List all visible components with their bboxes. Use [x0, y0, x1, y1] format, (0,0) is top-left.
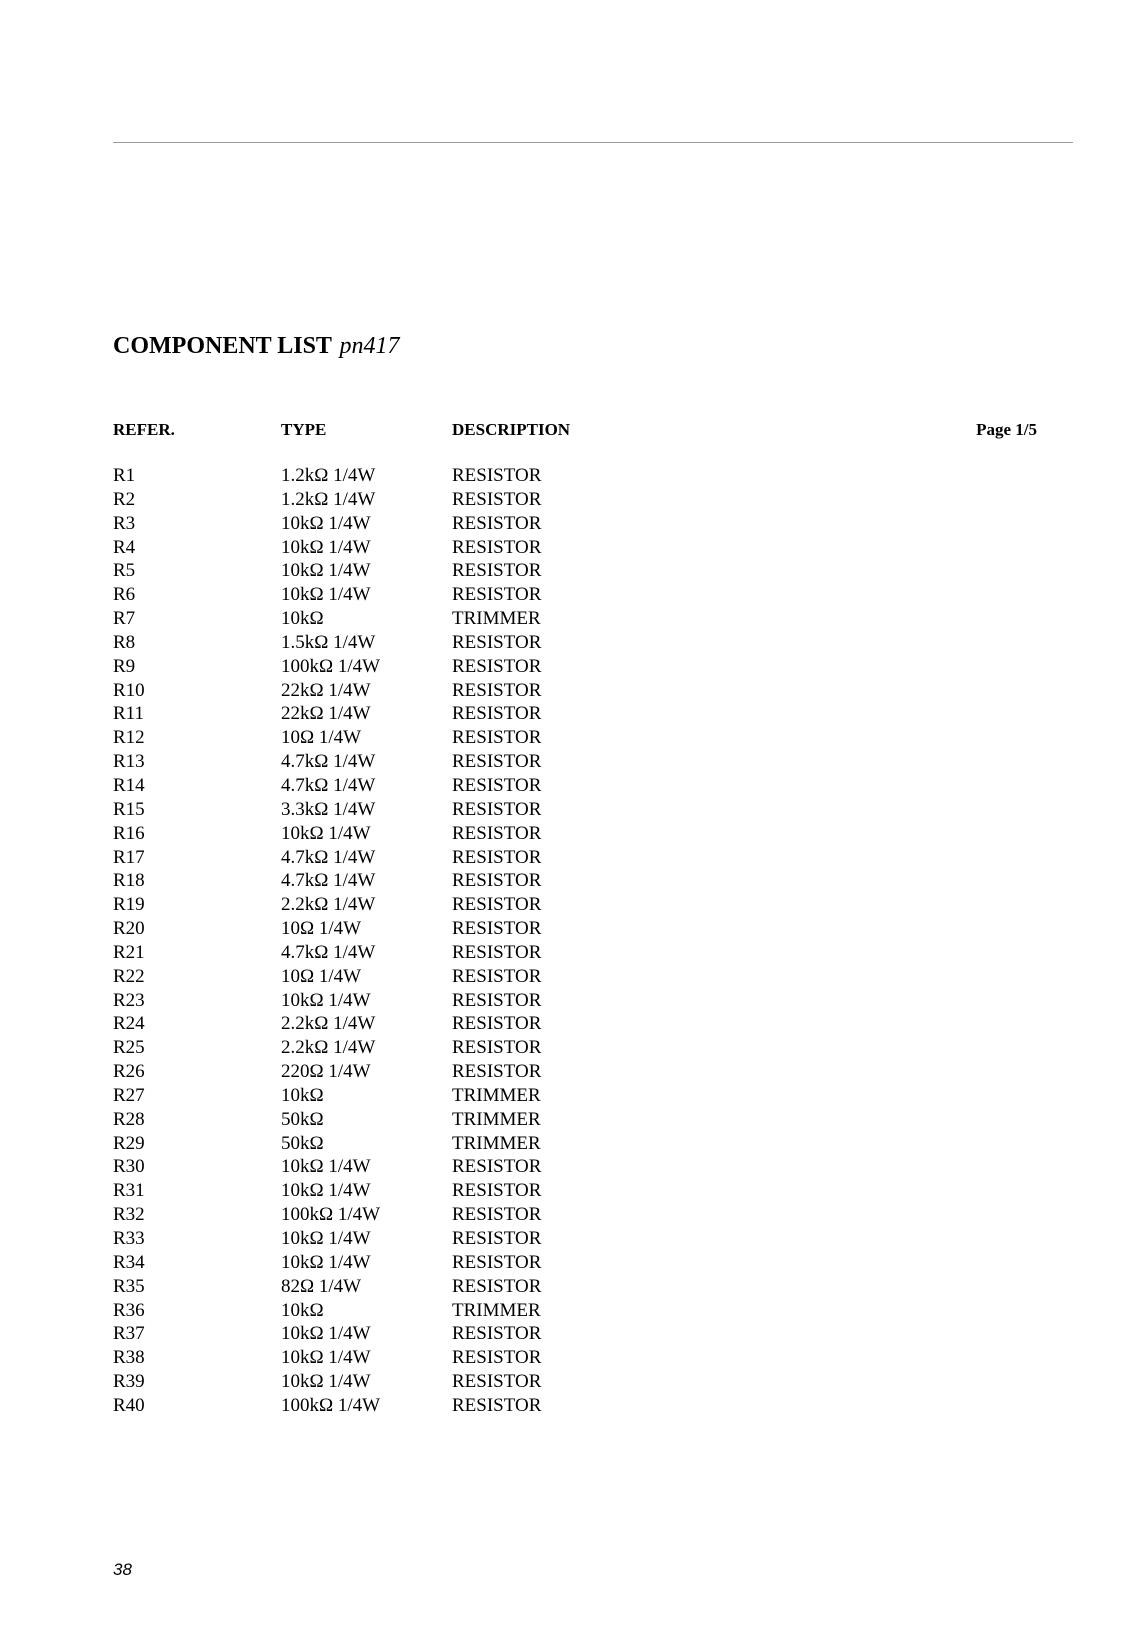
ref-cell: R10 — [113, 679, 145, 701]
type-cell: 2.2kΩ 1/4W — [281, 894, 376, 916]
description-cell: RESISTOR — [452, 894, 542, 916]
description-cell: RESISTOR — [452, 465, 542, 486]
description-cell: RESISTOR — [452, 1204, 542, 1226]
description-cell: RESISTOR — [452, 1156, 542, 1178]
description-cell: TRIMMER — [452, 1299, 541, 1321]
ref-cell: R2 — [113, 488, 136, 510]
table-row — [0, 1251, 1127, 1275]
table-header — [0, 419, 1127, 441]
type-cell: 4.7kΩ 1/4W — [281, 751, 376, 773]
description-cell: TRIMMER — [452, 1084, 541, 1106]
description-cell: RESISTOR — [452, 1180, 542, 1202]
ref-cell: R36 — [113, 1299, 145, 1321]
page-title — [113, 334, 400, 358]
ref-cell: R7 — [113, 608, 136, 630]
table-row — [0, 798, 1127, 822]
type-cell: 4.7kΩ 1/4W — [281, 870, 376, 892]
type-cell: 10kΩ — [281, 608, 324, 630]
type-cell: 10kΩ 1/4W — [281, 989, 371, 1011]
table-row — [0, 1132, 1127, 1156]
description-cell: RESISTOR — [452, 1323, 542, 1345]
ref-cell: R30 — [113, 1156, 145, 1178]
ref-cell: R4 — [113, 536, 136, 558]
description-cell: TRIMMER — [452, 608, 541, 630]
ref-cell: R25 — [113, 1037, 145, 1059]
ref-cell: R20 — [113, 918, 145, 940]
table-row — [0, 536, 1127, 560]
description-cell: RESISTOR — [452, 1347, 542, 1369]
ref-cell: R19 — [113, 894, 145, 916]
table-row — [0, 965, 1127, 989]
type-cell: 10Ω 1/4W — [281, 965, 362, 987]
type-cell: 10kΩ — [281, 1299, 324, 1321]
table-row — [0, 702, 1127, 726]
table-row — [0, 1108, 1127, 1132]
top-divider — [113, 142, 1073, 143]
description-cell: TRIMMER — [452, 1132, 541, 1154]
description-cell: RESISTOR — [452, 703, 542, 725]
description-cell: RESISTOR — [452, 560, 542, 582]
description-cell: RESISTOR — [452, 941, 542, 963]
ref-cell: R38 — [113, 1347, 145, 1369]
ref-cell: R15 — [113, 798, 145, 820]
table-row — [0, 846, 1127, 870]
table-row — [0, 488, 1127, 512]
table-row — [0, 464, 1127, 488]
type-cell: 100kΩ 1/4W — [281, 655, 381, 677]
description-cell: RESISTOR — [452, 846, 542, 868]
table-row — [0, 917, 1127, 941]
description-cell: RESISTOR — [452, 1228, 542, 1249]
ref-cell: R9 — [113, 655, 136, 677]
description-cell: RESISTOR — [452, 584, 542, 606]
type-cell: 10kΩ 1/4W — [281, 1228, 371, 1249]
table-row — [0, 941, 1127, 965]
type-cell: 10kΩ 1/4W — [281, 536, 371, 558]
type-cell: 2.2kΩ 1/4W — [281, 1013, 376, 1035]
ref-cell: R26 — [113, 1061, 145, 1083]
ref-cell: R21 — [113, 941, 145, 963]
ref-cell: R35 — [113, 1275, 145, 1297]
type-cell: 10kΩ 1/4W — [281, 1251, 371, 1273]
table-row — [0, 1346, 1127, 1370]
type-cell: 10kΩ 1/4W — [281, 822, 371, 844]
table-row — [0, 989, 1127, 1013]
table-row — [0, 822, 1127, 846]
ref-cell: R39 — [113, 1371, 145, 1393]
ref-cell: R33 — [113, 1228, 145, 1249]
type-cell: 220Ω 1/4W — [281, 1061, 371, 1083]
type-cell: 4.7kΩ 1/4W — [281, 774, 376, 796]
table-row — [0, 631, 1127, 655]
type-cell: 10kΩ 1/4W — [281, 1347, 371, 1369]
type-cell: 1.2kΩ 1/4W — [281, 488, 376, 510]
description-cell: RESISTOR — [452, 989, 542, 1011]
type-cell: 10Ω 1/4W — [281, 918, 362, 940]
ref-cell: R24 — [113, 1013, 145, 1035]
table-row — [0, 1155, 1127, 1179]
description-cell: RESISTOR — [452, 631, 542, 653]
ref-cell: R17 — [113, 846, 145, 868]
description-cell: RESISTOR — [452, 1371, 542, 1393]
type-cell: 100kΩ 1/4W — [281, 1204, 381, 1226]
ref-cell: R27 — [113, 1084, 145, 1106]
type-cell: 10kΩ 1/4W — [281, 1180, 371, 1202]
ref-cell: R18 — [113, 870, 145, 892]
description-cell: RESISTOR — [452, 727, 542, 749]
description-cell: RESISTOR — [452, 679, 542, 701]
ref-cell: R22 — [113, 965, 145, 987]
ref-cell: R5 — [113, 560, 136, 582]
type-cell: 3.3kΩ 1/4W — [281, 798, 376, 820]
table-row — [0, 1012, 1127, 1036]
type-cell: 1.2kΩ 1/4W — [281, 465, 376, 486]
type-cell: 10kΩ 1/4W — [281, 512, 371, 534]
type-cell: 10kΩ 1/4W — [281, 1323, 371, 1345]
description-cell: RESISTOR — [452, 1037, 542, 1059]
table-row — [0, 1394, 1127, 1418]
description-cell: RESISTOR — [452, 512, 542, 534]
header-description: DESCRIPTION — [452, 420, 571, 439]
header-page-indicator: Page 1/5 — [976, 420, 1037, 439]
type-cell: 50kΩ — [281, 1132, 324, 1154]
table-row — [0, 1275, 1127, 1299]
description-cell: RESISTOR — [452, 1394, 542, 1416]
type-cell: 22kΩ 1/4W — [281, 679, 371, 701]
ref-cell: R37 — [113, 1323, 145, 1345]
type-cell: 10kΩ 1/4W — [281, 560, 371, 582]
title-main: COMPONENT LIST — [113, 333, 332, 359]
ref-cell: R31 — [113, 1180, 145, 1202]
description-cell: TRIMMER — [452, 1108, 541, 1130]
ref-cell: R13 — [113, 751, 145, 773]
table-row — [0, 1299, 1127, 1323]
table-row — [0, 726, 1127, 750]
type-cell: 50kΩ — [281, 1108, 324, 1130]
ref-cell: R16 — [113, 822, 145, 844]
description-cell: RESISTOR — [452, 918, 542, 940]
description-cell: RESISTOR — [452, 536, 542, 558]
type-cell: 10kΩ 1/4W — [281, 1156, 371, 1178]
description-cell: RESISTOR — [452, 965, 542, 987]
type-cell: 4.7kΩ 1/4W — [281, 941, 376, 963]
table-row — [0, 607, 1127, 631]
table-row — [0, 512, 1127, 536]
ref-cell: R12 — [113, 727, 145, 749]
description-cell: RESISTOR — [452, 1061, 542, 1083]
table-row — [0, 1370, 1127, 1394]
description-cell: RESISTOR — [452, 751, 542, 773]
ref-cell: R32 — [113, 1204, 145, 1226]
table-row — [0, 583, 1127, 607]
table-row — [0, 869, 1127, 893]
description-cell: RESISTOR — [452, 1251, 542, 1273]
table-row — [0, 893, 1127, 917]
ref-cell: R28 — [113, 1108, 145, 1130]
type-cell: 22kΩ 1/4W — [281, 703, 371, 725]
table-row — [0, 559, 1127, 583]
table-row — [0, 1322, 1127, 1346]
ref-cell: R23 — [113, 989, 145, 1011]
ref-cell: R29 — [113, 1132, 145, 1154]
description-cell: RESISTOR — [452, 655, 542, 677]
type-cell: 1.5kΩ 1/4W — [281, 631, 376, 653]
type-cell: 82Ω 1/4W — [281, 1275, 362, 1297]
description-cell: RESISTOR — [452, 1013, 542, 1035]
type-cell: 10kΩ 1/4W — [281, 584, 371, 606]
description-cell: RESISTOR — [452, 488, 542, 510]
ref-cell: R6 — [113, 584, 136, 606]
type-cell: 2.2kΩ 1/4W — [281, 1037, 376, 1059]
ref-cell: R34 — [113, 1251, 145, 1273]
ref-cell: R1 — [113, 465, 136, 486]
type-cell: 10Ω 1/4W — [281, 727, 362, 749]
table-row — [0, 1227, 1127, 1251]
ref-cell: R11 — [113, 703, 144, 725]
table-row — [0, 679, 1127, 703]
type-cell: 10kΩ — [281, 1084, 324, 1106]
description-cell: RESISTOR — [452, 774, 542, 796]
ref-cell: R14 — [113, 774, 145, 796]
description-cell: RESISTOR — [452, 822, 542, 844]
table-row — [0, 655, 1127, 679]
type-cell: 100kΩ 1/4W — [281, 1394, 381, 1416]
ref-cell: R8 — [113, 631, 136, 653]
type-cell: 4.7kΩ 1/4W — [281, 846, 376, 868]
ref-cell: R40 — [113, 1394, 145, 1416]
table-row — [0, 1203, 1127, 1227]
type-cell: 10kΩ 1/4W — [281, 1371, 371, 1393]
table-row — [0, 750, 1127, 774]
description-cell: RESISTOR — [452, 1275, 542, 1297]
table-row — [0, 1084, 1127, 1108]
ref-cell: R3 — [113, 512, 136, 534]
component-table — [0, 464, 1127, 1418]
header-refer: REFER. — [113, 420, 175, 439]
title-model: pn417 — [339, 333, 400, 359]
table-row — [0, 1179, 1127, 1203]
table-row — [0, 774, 1127, 798]
description-cell: RESISTOR — [452, 870, 542, 892]
table-row — [0, 1060, 1127, 1084]
header-type: TYPE — [281, 420, 327, 439]
description-cell: RESISTOR — [452, 798, 542, 820]
table-row — [0, 1036, 1127, 1060]
page-number: 38 — [113, 1560, 132, 1579]
